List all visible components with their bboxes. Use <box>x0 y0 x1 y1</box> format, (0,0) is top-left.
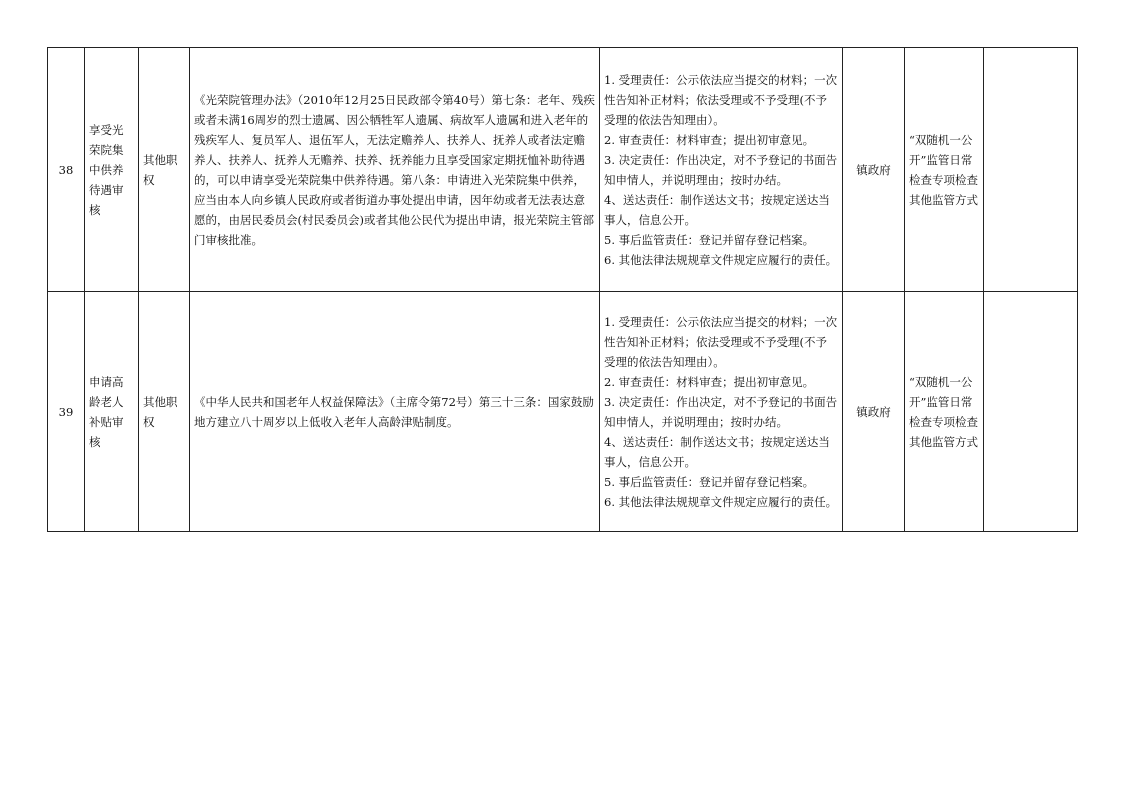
responsibility-item: 4、送达责任：制作送达文书；按规定送达当事人，信息公开。 <box>604 434 830 469</box>
responsibility-item: 2. 审查责任：材料审查；提出初审意见。 <box>604 374 815 389</box>
supervision-method: “双随机一公开”监管日常检查专项检查其他监管方式 <box>905 48 984 292</box>
responsibility-item: 3. 决定责任：作出决定，对不予登记的书面告知申情人，并说明理由；按时办结。 <box>604 394 838 429</box>
row-number: 38 <box>48 48 85 292</box>
table-row <box>48 292 1078 532</box>
responsibility-item: 3. 决定责任：作出决定，对不予登记的书面告知申情人，并说明理由；按时办结。 <box>604 152 838 187</box>
row-number: 39 <box>48 292 85 532</box>
responsibility-item: 1. 受理责任：公示依法应当提交的材料；一次性告知补正材料；依法受理或不予受理(不予受理的依法告知理由）。 <box>604 314 838 369</box>
responsibility-item: 6. 其他法律法规规章文件规定应履行的责任。 <box>604 252 838 267</box>
responsible-subject: 镇政府 <box>843 48 905 292</box>
remarks-cell <box>984 48 1078 292</box>
legal-basis: 《光荣院管理办法》（2010年12月25日民政部令第40号）第七条：老年、残疾或者未满16周岁的烈士遗属、因公牺牲军人遗属、病故军人遗属和进入老年的残疾军人、复员军人、退伍军人，无法定赡养人、扶养人、抚养人或者法定赡养人、扶养人、抚养人无赡养、扶养、抚养能力且享受国家定期抚恤补助待遇的，可以申请享受光荣院集中供养待遇。第八条：申请进入光荣院集中供养，应当由本人向乡镇人民政府或者街道办事处提出申请，因年幼或者无法表达意愿的，由居民委员会(村民委员会)或者其他公民代为提出申请，报光荣院主管部门审核批准。 <box>190 48 600 292</box>
supervision-method: “双随机一公开”监管日常检查专项检查其他监管方式 <box>905 292 984 532</box>
responsibility-item: 5. 事后监管责任：登记并留存登记档案。 <box>604 232 815 247</box>
responsibility-list <box>600 48 843 292</box>
responsibility-item: 5. 事后监管责任：登记并留存登记档案。 <box>604 474 815 489</box>
responsibility-item: 2. 审查责任：材料审查；提出初审意见。 <box>604 132 815 147</box>
item-name: 享受光荣院集中供养待遇审核 <box>85 48 139 292</box>
responsible-subject: 镇政府 <box>843 292 905 532</box>
legal-basis: 《中华人民共和国老年人权益保障法》（主席令第72号）第三十三条：国家鼓励地方建立八十周岁以上低收入老年人高龄津贴制度。 <box>190 292 600 532</box>
table-row <box>48 48 1078 292</box>
responsibility-item: 1. 受理责任：公示依法应当提交的材料；一次性告知补正材料；依法受理或不予受理(不予受理的依法告知理由）。 <box>604 72 838 127</box>
power-list-table <box>47 47 1078 532</box>
item-category: 其他职权 <box>139 292 190 532</box>
responsibility-item: 4、送达责任：制作送达文书；按规定送达当事人，信息公开。 <box>604 192 830 227</box>
responsibility-list <box>600 292 843 532</box>
remarks-cell <box>984 292 1078 532</box>
responsibility-item: 6. 其他法律法规规章文件规定应履行的责任。 <box>604 494 838 509</box>
item-name: 申请高龄老人补贴审核 <box>85 292 139 532</box>
item-category: 其他职权 <box>139 48 190 292</box>
